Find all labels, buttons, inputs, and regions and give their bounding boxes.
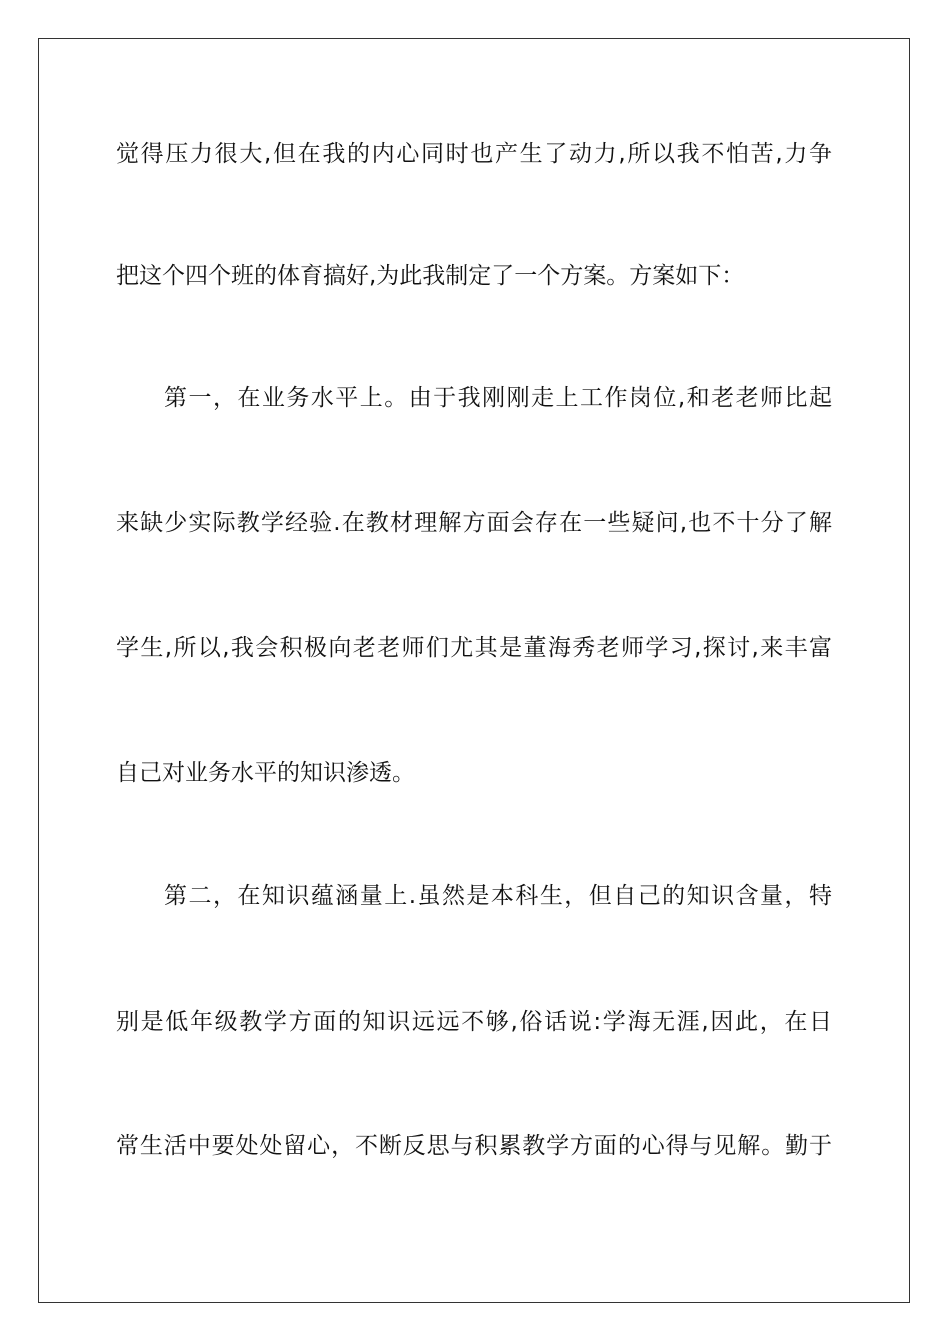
text-line: 觉得压力很大,但在我的内心同时也产生了动力,所以我不怕苦,力争: [116, 141, 832, 167]
text-line: 自己对业务水平的知识渗透。: [116, 760, 415, 786]
text-line: 把这个四个班的体育搞好,为此我制定了一个方案。方案如下：: [116, 263, 745, 289]
text-line: 学生,所以,我会积极向老老师们尤其是董海秀老师学习,探讨,来丰富: [116, 635, 832, 661]
paragraph-first-line: 第一，在业务水平上。由于我刚刚走上工作岗位,和老老师比起: [164, 385, 832, 411]
text-line: 常生活中要处处留心，不断反思与积累教学方面的心得与见解。勤于: [116, 1133, 832, 1159]
page-border: [38, 38, 910, 1303]
text-line: 别是低年级教学方面的知识远远不够,俗话说:学海无涯,因此，在日: [116, 1009, 832, 1035]
paragraph-first-line: 第二，在知识蕴涵量上.虽然是本科生，但自己的知识含量，特: [164, 883, 832, 909]
text-line: 来缺少实际教学经验.在教材理解方面会存在一些疑问,也不十分了解: [116, 510, 832, 536]
